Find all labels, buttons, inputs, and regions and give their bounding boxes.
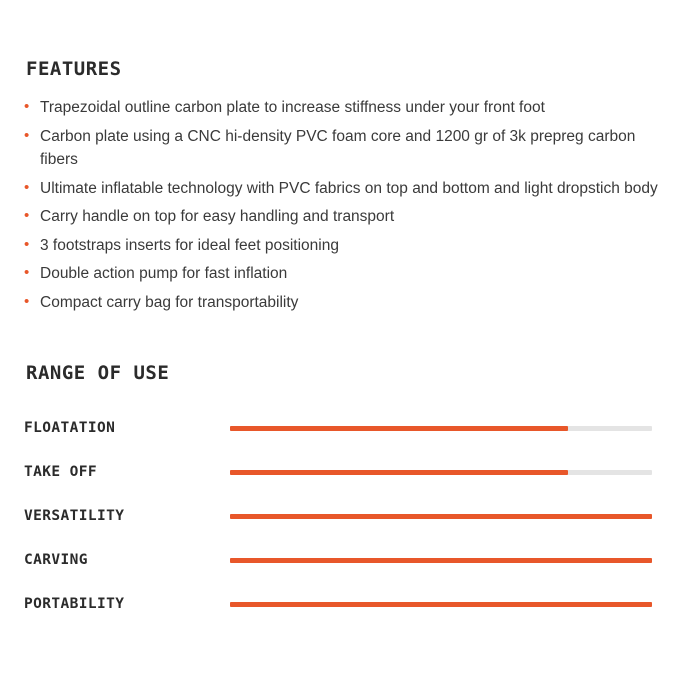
range-of-use-title: RANGE OF USE (26, 362, 170, 385)
range-fill (230, 470, 568, 475)
features-list (24, 96, 676, 314)
bullet-icon: • (24, 292, 30, 310)
range-label: TAKE OFF (24, 464, 98, 481)
list-item (24, 205, 676, 229)
feature-text: Ultimate inflatable technology with PVC fabrics on top and bottom and light dropstich body (40, 179, 658, 197)
range-row (24, 582, 676, 626)
range-label: PORTABILITY (24, 596, 125, 613)
range-row (24, 538, 676, 582)
feature-text: Trapezoidal outline carbon plate to increase stiffness under your front foot (40, 99, 545, 116)
range-of-use-rows (24, 406, 676, 626)
bullet-icon: • (24, 207, 30, 225)
list-item (24, 234, 676, 258)
range-row (24, 450, 676, 494)
range-track (230, 602, 652, 607)
range-track (230, 426, 652, 431)
feature-text: Compact carry bag for transportability (40, 293, 299, 311)
bullet-icon: • (24, 264, 30, 282)
range-track (230, 558, 652, 563)
range-row (24, 406, 676, 450)
list-item (24, 177, 676, 201)
feature-text: Carry handle on top for easy handling and transport (40, 208, 395, 226)
bullet-icon: • (24, 235, 30, 253)
list-item (24, 291, 676, 315)
range-fill (230, 426, 568, 431)
range-label: CARVING (24, 552, 88, 569)
bullet-icon: • (24, 126, 30, 144)
range-label: VERSATILITY (24, 508, 125, 525)
range-row (24, 494, 676, 538)
list-item (24, 262, 676, 286)
range-fill (230, 514, 652, 519)
list-item (24, 96, 676, 120)
range-fill (230, 602, 652, 607)
features-section (24, 58, 676, 314)
feature-text: Double action pump for fast inflation (40, 265, 288, 283)
range-of-use-section (24, 362, 676, 626)
range-track (230, 470, 652, 475)
feature-text: 3 footstraps inserts for ideal feet positioning (40, 236, 339, 254)
feature-text: Carbon plate using a CNC hi-density PVC foam core and 1200 gr of 3k prepreg carbon fibers (40, 127, 636, 169)
range-label: FLOATATION (24, 420, 116, 437)
bullet-icon: • (24, 98, 30, 115)
range-track (230, 514, 652, 519)
range-fill (230, 558, 652, 563)
list-item (24, 125, 676, 172)
bullet-icon: • (24, 178, 30, 196)
features-title: FEATURES (26, 58, 122, 80)
